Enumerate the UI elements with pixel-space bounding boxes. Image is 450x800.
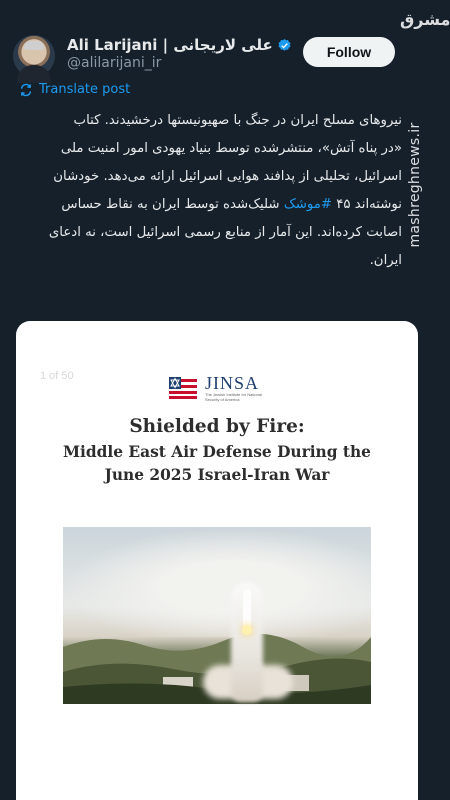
avatar-suit	[17, 65, 51, 83]
follow-button[interactable]: Follow	[303, 37, 395, 67]
jinsa-wordmark: JINSA	[205, 373, 260, 393]
watermark-site: mashreghnews.ir	[407, 122, 423, 248]
avatar-hair	[24, 41, 44, 50]
post-text-segment: نوشته‌اند ۴۵	[332, 197, 402, 212]
document-title-line2: Middle East Air Defense During the	[63, 443, 371, 461]
translate-label[interactable]: Translate post	[39, 82, 131, 97]
post-header	[0, 0, 450, 80]
post-text-segment: شلیک‌شده توسط ایران به نقاط حساس	[61, 197, 284, 212]
document-title-line1: Shielded by Fire:	[129, 416, 305, 437]
watermark-logo: مشرق	[400, 10, 450, 29]
document-title-line3: June 2025 Israel-Iran War	[104, 466, 330, 484]
display-name[interactable]: Ali Larijani | علی لاریجانی	[67, 36, 273, 54]
post-text-line: نیروهای مسلح ایران در جنگ با صهیونیستها درخشیدند. کتاب	[73, 113, 402, 128]
post-text-line: ایران.	[369, 253, 402, 268]
page-counter: 1 of 50	[40, 370, 74, 382]
display-name-row[interactable]	[67, 36, 292, 54]
verified-badge-icon	[277, 38, 292, 53]
post-text	[10, 107, 402, 275]
post-text-line	[10, 191, 402, 219]
post-text-line: اسرائیل، تحلیلی از پدافند هوایی اسرائیل ارائه می‌دهد. خودشان	[53, 169, 402, 184]
document-title	[16, 413, 418, 487]
post-text-line: «در پناه آتش»، منتشرشده توسط بنیاد یهودی امور امنیت ملی	[60, 141, 402, 156]
media-card[interactable]	[16, 321, 418, 800]
user-handle[interactable]: @alilarijani_ir	[67, 55, 162, 71]
post-text-line: اصابت کرده‌اند. این آمار از منابع رسمی اسرائیل است، نه ادعای	[48, 225, 402, 240]
avatar[interactable]	[13, 35, 55, 77]
translate-icon	[19, 83, 33, 97]
photo-sky	[63, 527, 371, 637]
jinsa-logo	[169, 374, 269, 402]
flag-star-icon	[169, 377, 197, 399]
missile-flame	[242, 625, 252, 635]
jinsa-subtitle: The Jewish Institute for National Security of America	[205, 392, 262, 402]
hashtag-link[interactable]: #موشک	[283, 197, 332, 212]
watermark	[398, 10, 450, 312]
missile-launch-photo	[63, 527, 371, 704]
missile	[243, 589, 251, 627]
translate-post-link[interactable]	[19, 82, 130, 97]
